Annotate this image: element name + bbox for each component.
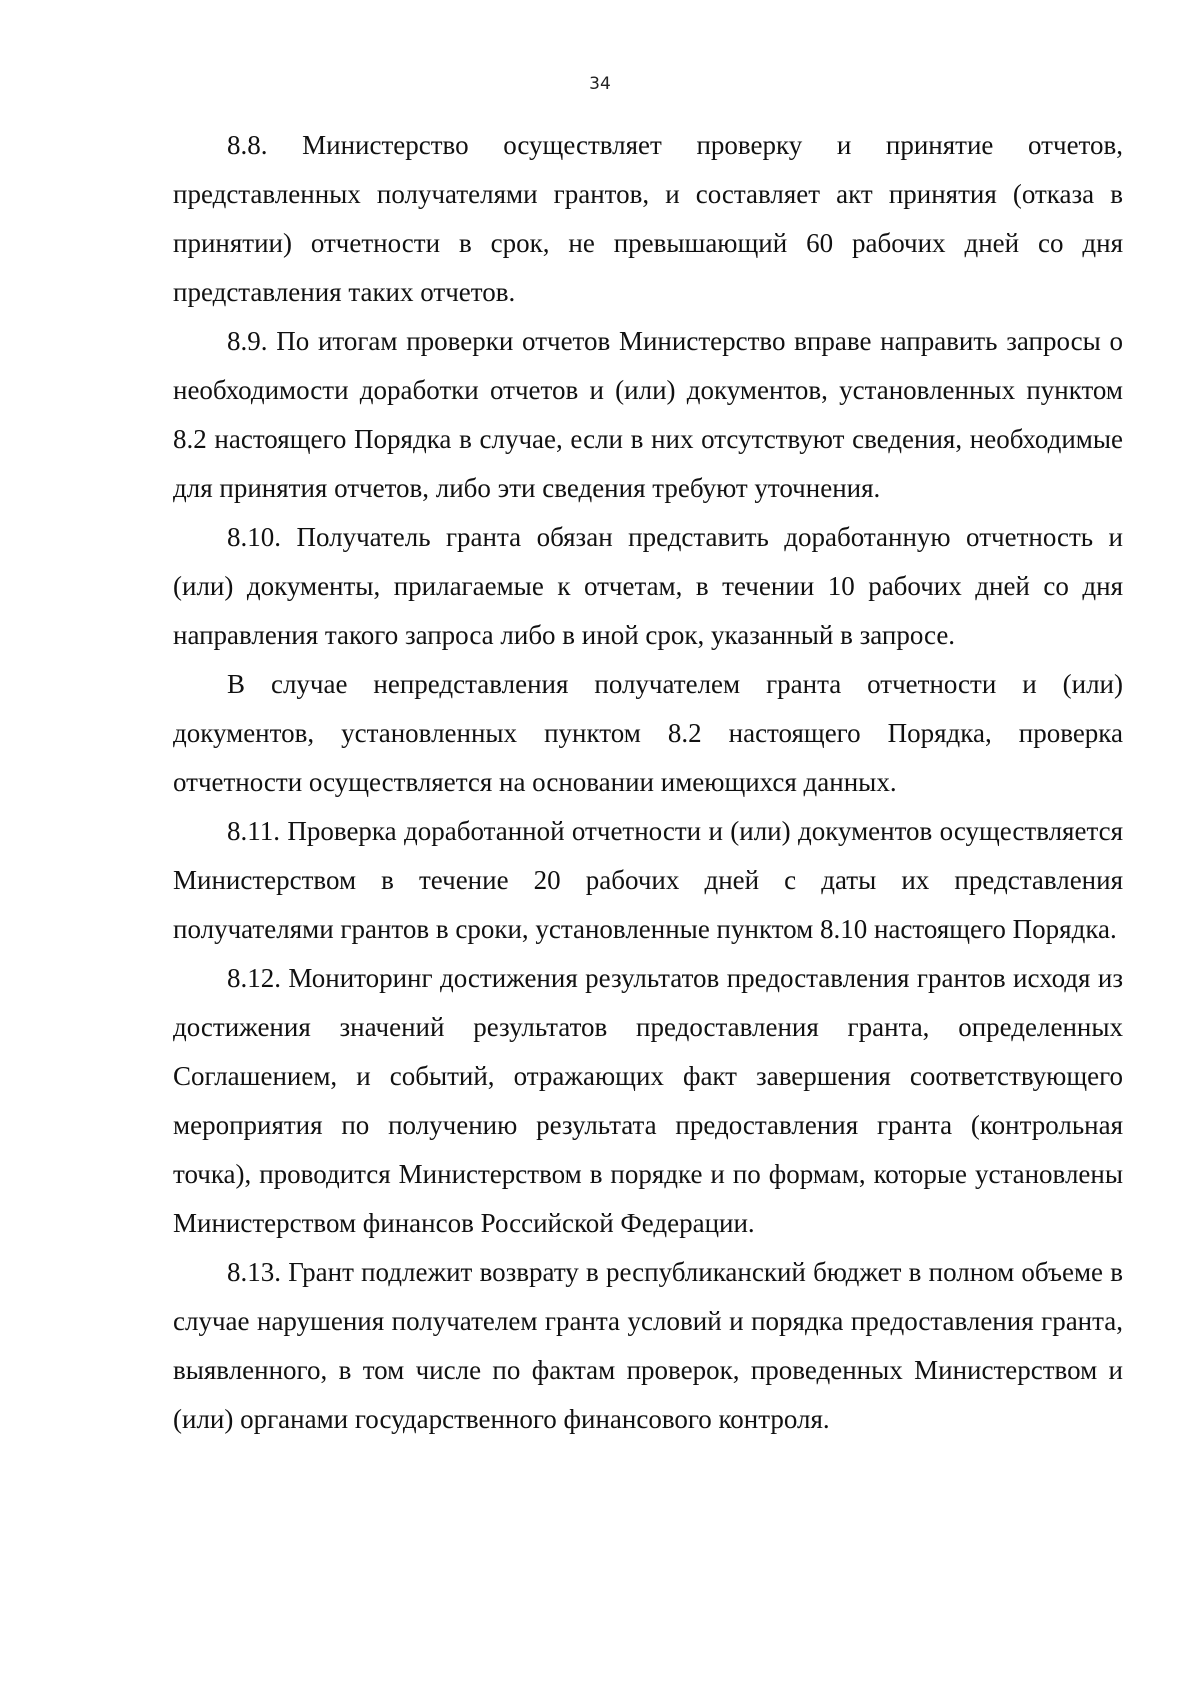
document-body <box>173 121 1123 1444</box>
paragraph-8-8: 8.8. Министерство осуществляет проверку и принятие отчетов, представленных получателями грантов, и составляет акт принятия (отказа в принятии) отчетности в срок, не превышающий 60 рабочих дней со дня представления таких отчетов. <box>173 130 1123 307</box>
paragraph-8-10: 8.10. Получатель гранта обязан представить доработанную отчетность и (или) документы, прилагаемые к отчетам, в течении 10 рабочих дней со дня направления такого запроса либо в иной срок, указанный в запросе. <box>173 522 1123 650</box>
paragraph-8-10-continuation: В случае непредставления получателем гранта отчетности и (или) документов, установленных пунктом 8.2 настоящего Порядка, проверка отчетности осуществляется на основании имеющихся данных. <box>173 669 1123 797</box>
paragraph-8-9: 8.9. По итогам проверки отчетов Министерство вправе направить запросы о необходимости доработки отчетов и (или) документов, установленных пунктом 8.2 настоящего Порядка в случае, если в них отсутствуют сведения, необходимые для принятия отчетов, либо эти сведения требуют уточнения. <box>173 326 1123 503</box>
paragraph-8-12: 8.12. Мониторинг достижения результатов предоставления грантов исходя из достижения значений результатов предоставления гранта, определенных Соглашением, и событий, отражающих факт завершения соответствующего мероприятия по получению результата предоставления гранта (контрольная точка), проводится Министерством в порядке и по формам, которые установлены Министерством финансов Российской Федерации. <box>173 963 1123 1238</box>
paragraph-8-11: 8.11. Проверка доработанной отчетности и (или) документов осуществляется Министерством в течение 20 рабочих дней с даты их представления получателями грантов в сроки, установленные пунктом 8.10 настоящего Порядка. <box>173 816 1123 944</box>
page-number: 34 <box>589 74 611 94</box>
paragraph-8-13: 8.13. Грант подлежит возврату в республиканский бюджет в полном объеме в случае нарушения получателем гранта условий и порядка предоставления гранта, выявленного, в том числе по фактам проверок, проведенных Министерством и (или) органами государственного финансового контроля. <box>173 1257 1123 1434</box>
